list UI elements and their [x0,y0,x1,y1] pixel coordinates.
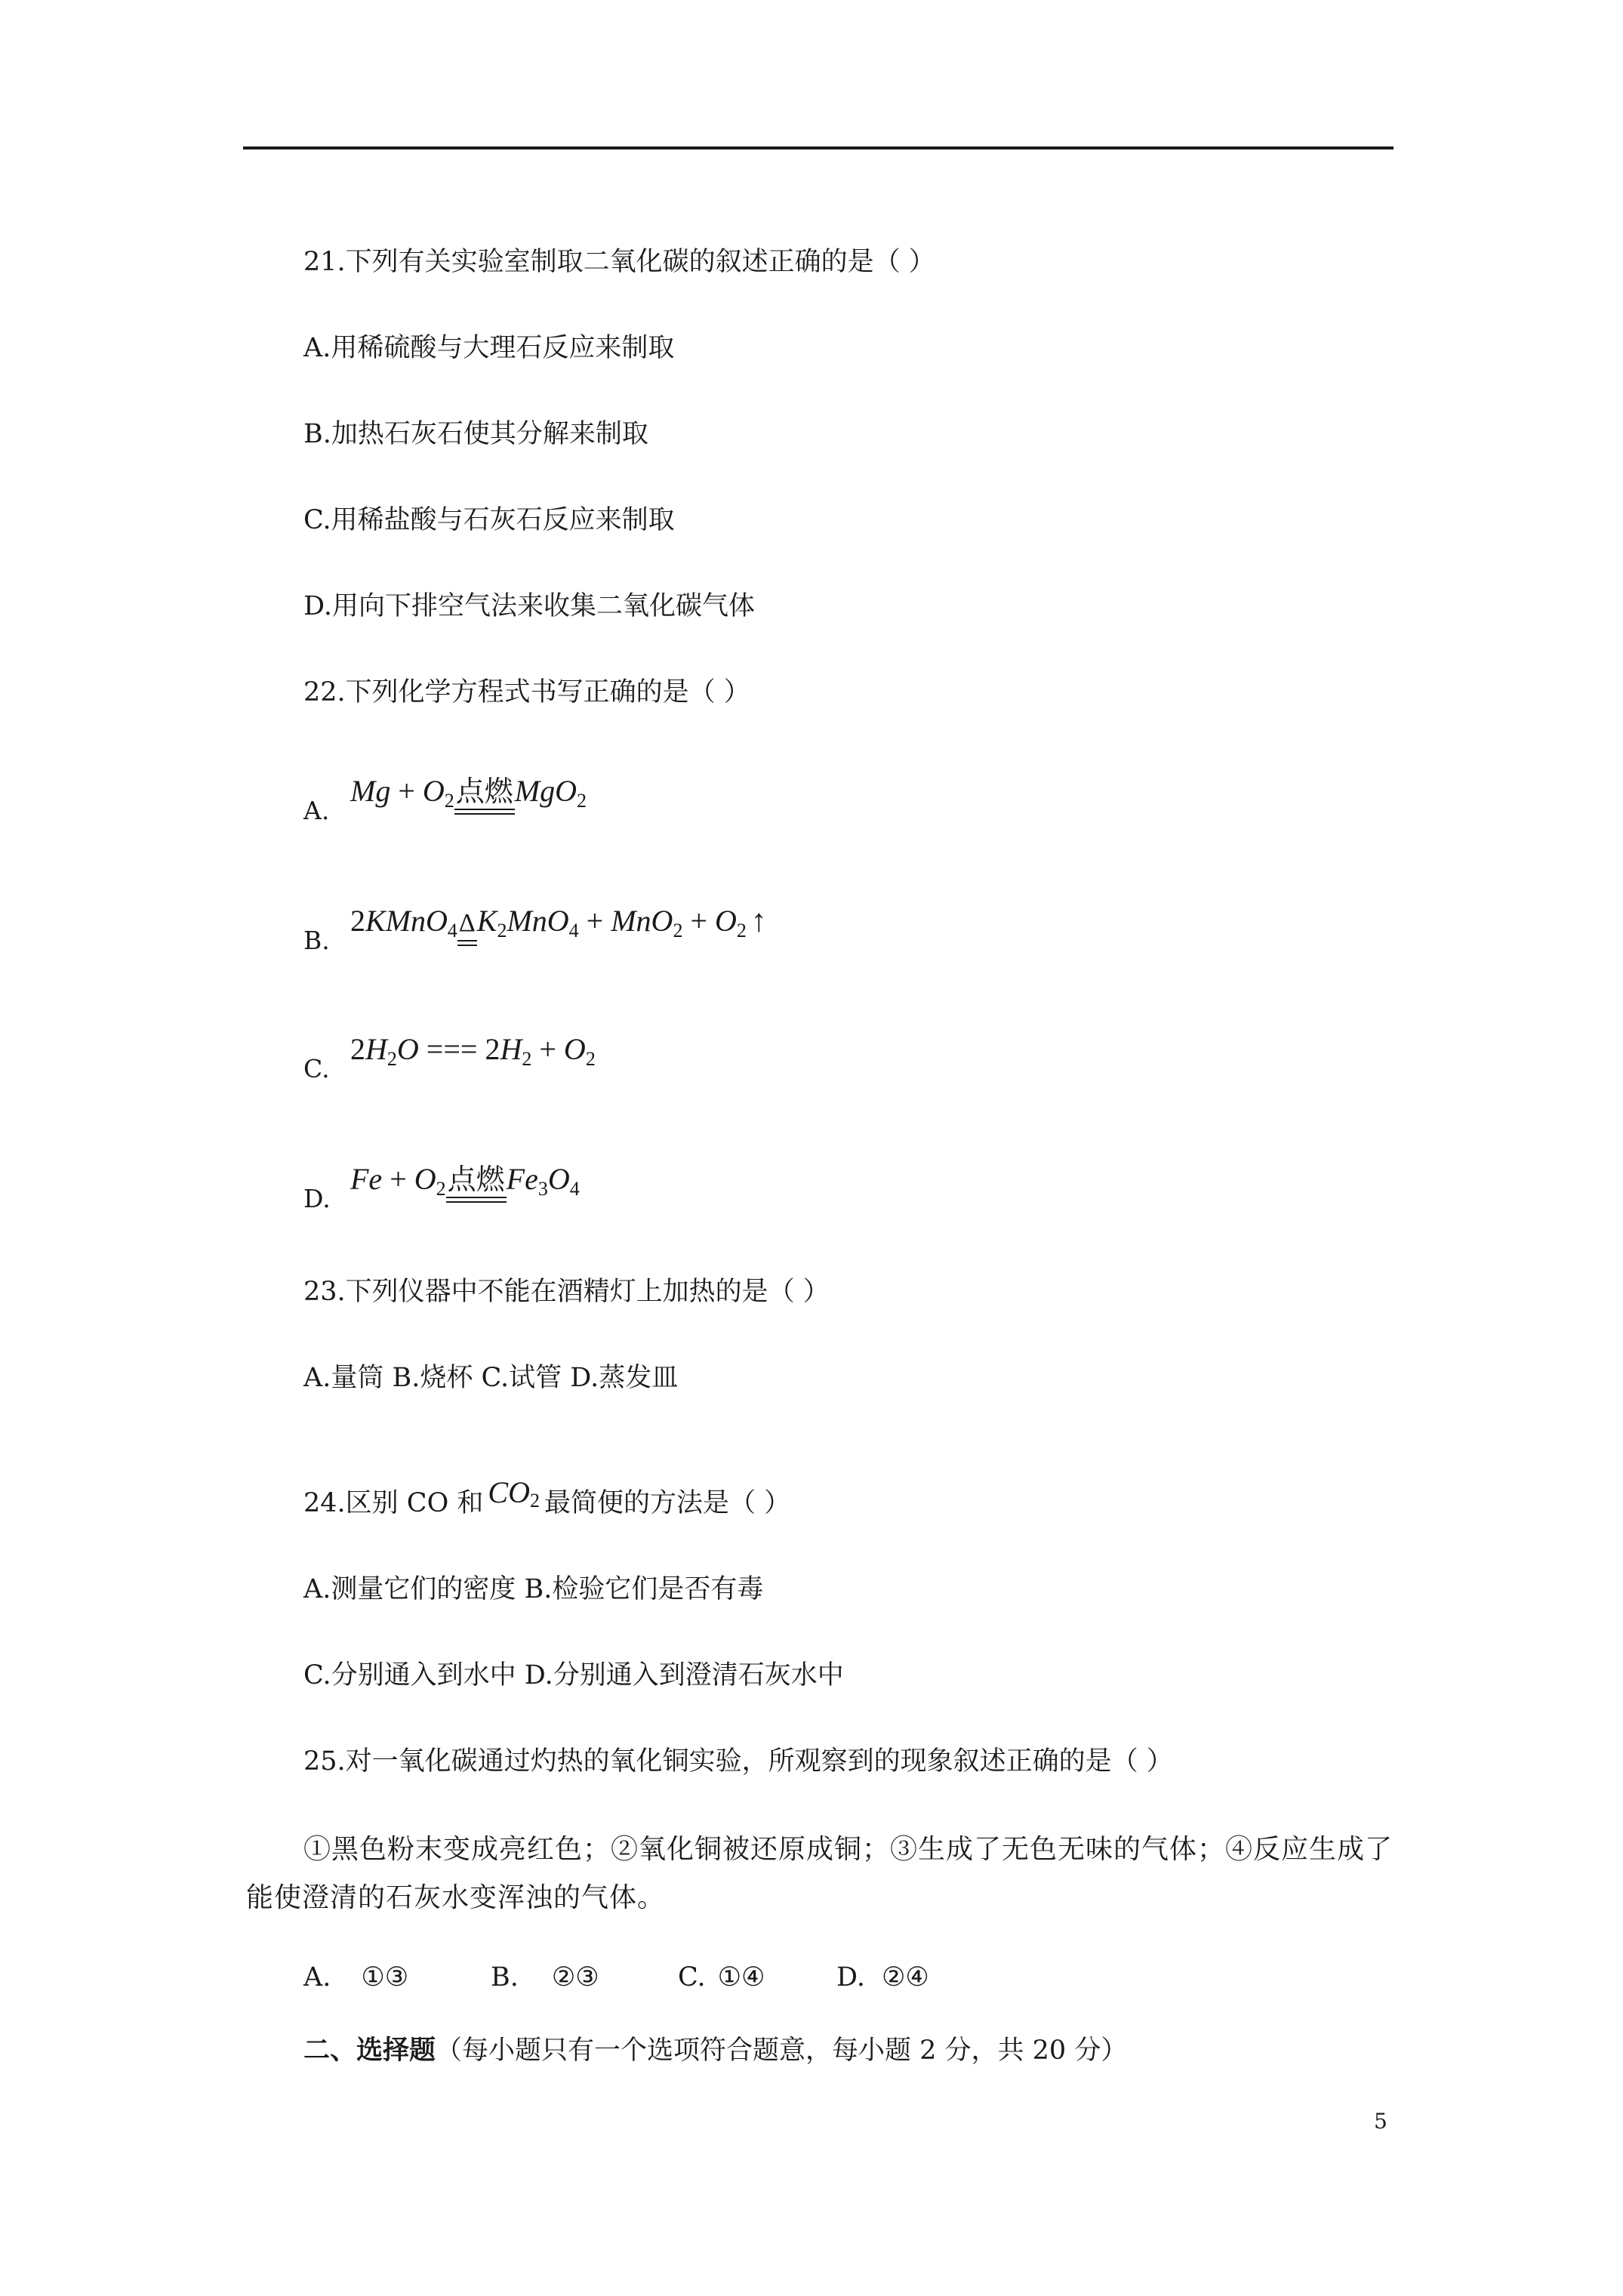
question-25-stem: 25.对一氧化碳通过灼热的氧化铜实验，所观察到的现象叙述正确的是（ ） [303,1746,1173,1777]
equation-a: $Mg + O_2$点燃MgO$_2$ [350,774,587,812]
question-22-label-c: C. [303,1054,330,1083]
question-23-stem: 23.下列仪器中不能在酒精灯上加热的是（ ） [303,1277,830,1307]
section-2-heading: 二、选择题（每小题只有一个选项符合题意，每小题 2 分，共 20 分） [303,2035,1128,2066]
question-21-option-b: B.加热石灰石使其分解来制取 [303,419,648,449]
question-25-choice-d: D. ②④ [836,1962,929,1992]
question-24-options-line-2: C.分别通入到水中 D.分别通入到澄清石灰水中 [303,1660,844,1690]
question-24-options-line-1: A.测量它们的密度 B.检验它们是否有毒 [303,1574,764,1604]
question-25-choice-c: C. ①④ [678,1962,765,1992]
co2-formula: $CO_2$ [488,1475,540,1512]
question-21-option-d: D.用向下排空气法来收集二氧化碳气体 [303,591,755,621]
question-22-label-d: D. [303,1184,331,1213]
reaction-condition-d: 点燃 [446,1160,507,1200]
gas-arrow-icon: ↑ [750,904,767,938]
question-22-label-a: A. [303,796,330,825]
question-25-choice-a: A. ①③ [303,1962,409,1992]
equation-c: $2H_2O$ === $2H_2 + O_2$ [350,1032,596,1070]
reaction-condition-a: 点燃 [454,772,515,812]
question-21-option-a: A.用稀硫酸与大理石反应来制取 [303,333,675,363]
question-22-label-b: B. [303,926,330,955]
question-22-stem: 22.下列化学方程式书写正确的是（ ） [303,677,750,707]
question-21-option-c: C.用稀盐酸与石灰石反应来制取 [303,505,675,535]
question-25-observations: ①黑色粉末变成亮红色；②氧化铜被还原成铜；③生成了无色无味的气体；④反应生成了能使澄清的石灰水变浑浊的气体。 [246,1834,1394,1913]
question-25-choice-b: B. ②③ [491,1962,599,1992]
header-rule [243,146,1394,149]
question-21-stem: 21.下列有关实验室制取二氧化碳的叙述正确的是（ ） [303,247,935,277]
page-number: 5 [1374,2109,1387,2134]
question-23-options: A.量筒 B.烧杯 C.试管 D.蒸发皿 [303,1363,679,1393]
reaction-condition-b: Δ [457,904,477,943]
question-24-stem: 24.区别 CO 和 $CO_2$ 最简便的方法是（ ） [303,1475,791,1518]
equation-d: $Fe + O_2$点燃$Fe_3O_4$ [350,1162,580,1200]
equation-b: $2KMnO_4\Delta K_2MnO_4 + MnO_2 + O_2$ ↑ [350,904,767,942]
